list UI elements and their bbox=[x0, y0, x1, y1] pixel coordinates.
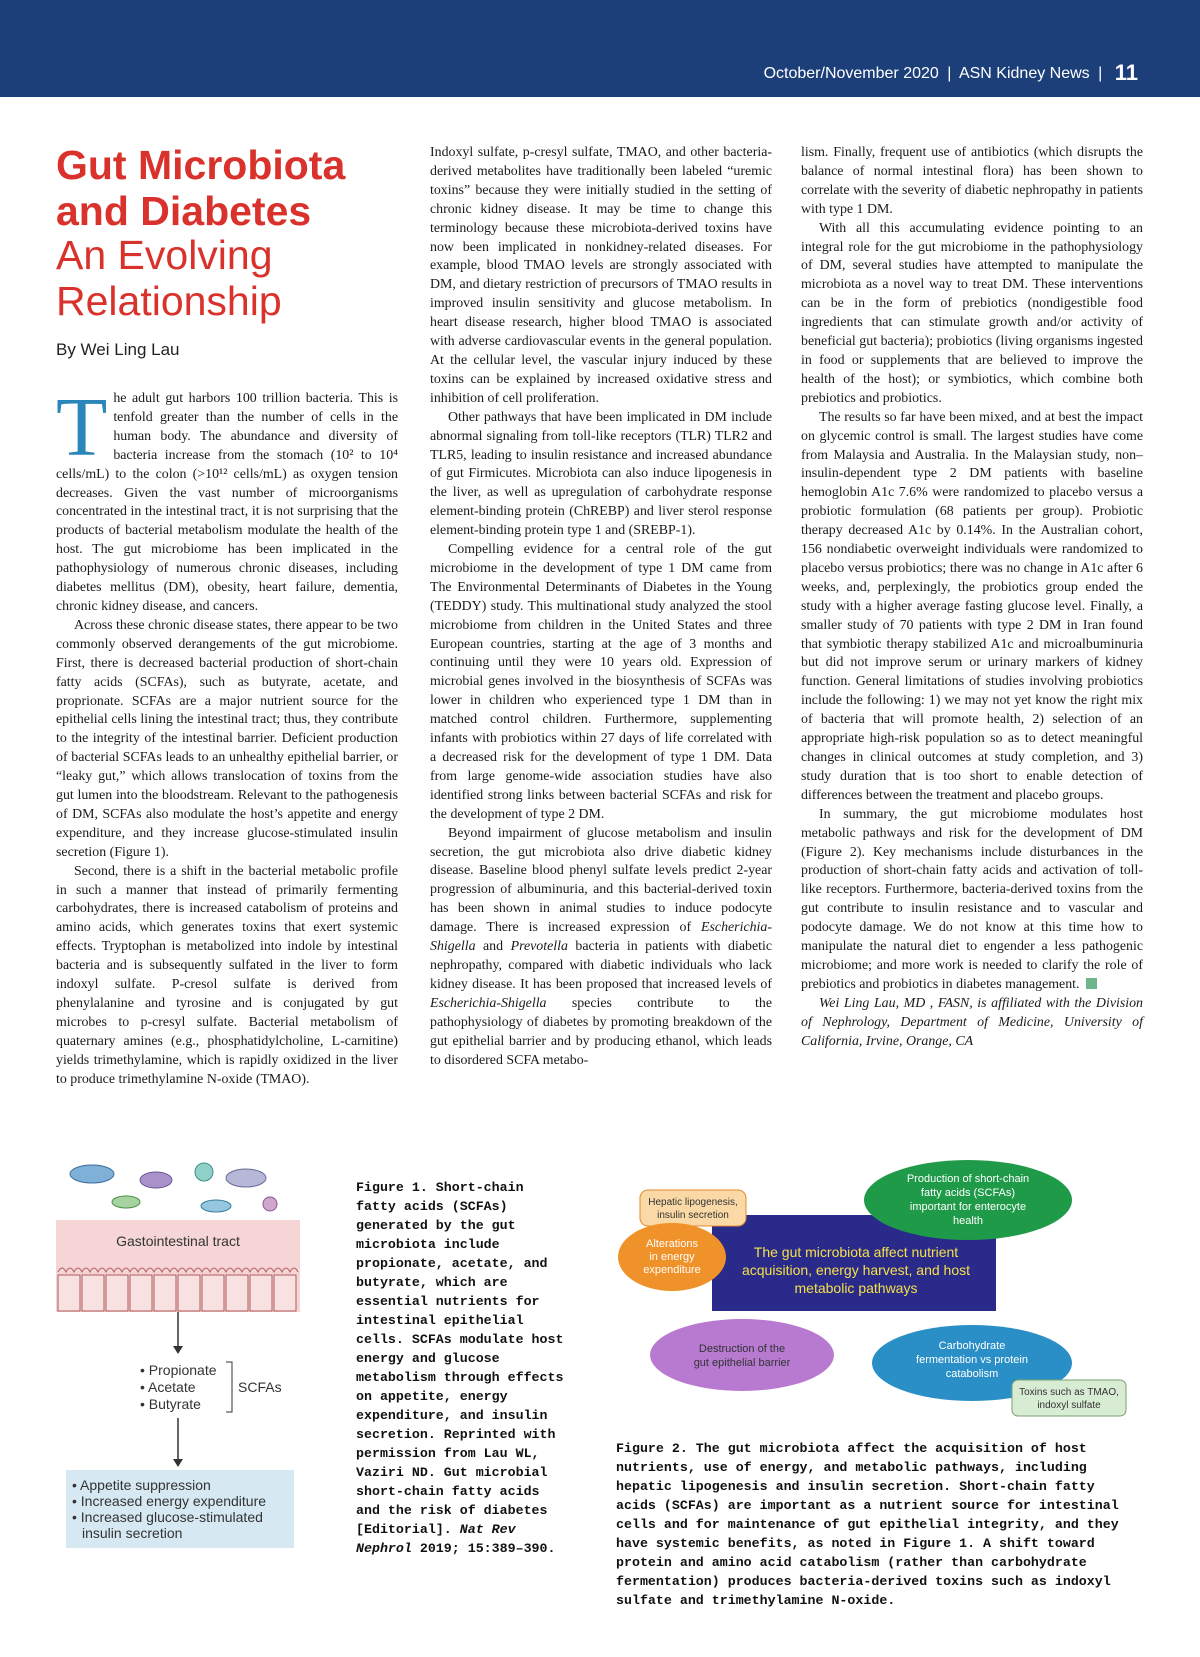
caption-text: 2019; 15:389–390. bbox=[411, 1541, 556, 1556]
drop-cap: T bbox=[56, 381, 108, 474]
figure-2 bbox=[612, 1160, 1132, 1430]
scfa-item: • Propionate bbox=[140, 1362, 217, 1378]
paragraph: The results so far have been mixed, and at best the impact on glycemic control is small. The largest studies have come from Malaysia and Australia. In the Malaysian study, non–insulin-dependent type 2 DM patients with baseline hemoglobin A1c 7.6% were randomized to placebo versus a probiotic formulation (68 patients per group). Probiotic therapy decreased A1c by 0.14%. In the Australian cohort, 156 nondiabetic overweight individuals were randomized to placebo versus probiotics; there was no change in A1c after 6 weeks, and, perplexingly, the probiotics group ended the study with a higher average fasting glucose level. Finally, a smaller study of 70 patients with type 2 DM in Iran found that symbiotic therapy stabilized A1c and microalbuminuria but did not improve serum or urinary markers of kidney function. General limitations of studies involving probiotics include the following: 1) we may not yet know the right mix of bacteria that will promote health, 2) selection of an appropriate high-risk population so as to detect meaningful changes in clinical outcomes at study completion, and 3) study duration that is too short to enable detection of differences between the treatment and placebo groups. bbox=[801, 409, 1143, 803]
paragraph: Indoxyl sulfate, p-cresyl sulfate, TMAO, and other bacteria-derived metabolites have traditionally been labeled “uremic toxins” because they were initially studied in the setting of chronic kidney disease. It may be time to change this terminology because these microbiota-derived toxins have now been implicated in nonkidney-related diseases. For example, blood TMAO levels are strongly associated with DM, and dietary restriction of precursors of TMAO results in improved insulin sensitivity and glucose metabolism. In heart disease research, higher blood TMAO is associated with adverse cardiovascular events in the general population. At the cellular level, the vascular injury induced by these toxins can be explained by increased oxidative stress and inhibition of cell proliferation. bbox=[430, 145, 772, 406]
scfa-item: • Butyrate bbox=[140, 1396, 201, 1412]
header-separator: | bbox=[1098, 65, 1103, 82]
bacteria-icon bbox=[195, 1163, 213, 1181]
issue-date: October/November 2020 bbox=[763, 65, 939, 82]
scfa-label: SCFAs bbox=[238, 1379, 282, 1395]
hepatic-text: insulin secretion bbox=[657, 1210, 729, 1221]
bacteria-icon bbox=[226, 1169, 266, 1187]
header-text bbox=[764, 58, 1138, 84]
article-subtitle bbox=[56, 232, 396, 324]
center-text: metabolic pathways bbox=[794, 1280, 918, 1296]
paragraph: Second, there is a shift in the bacterial metabolic profile in such a manner that instead of primarily fermenting carbohydrates, there is increased catabolism of proteins and amino acids, which generates toxins that exert systemic effects. Tryptophan is metabolized into indole by intestinal bacteria and is subsequently sulfated in the liver to form indoxyl sulfate. P-cresol sulfate is derived from phenylalanine and tyrosine and is conjugated by gut microbes to p-cresyl sulfate. Bacterial metabolism of quaternary amines (e.g., phosphatidylcholine, L-carnitine) yields trimethylamine, which is rapidly oxidized in the liver to produce trimethylamine N-oxide (TMAO). bbox=[56, 863, 398, 1087]
barrier-text: gut epithelial barrier bbox=[693, 1357, 791, 1369]
effect-item: • Appetite suppression bbox=[72, 1477, 211, 1493]
paragraph: lism. Finally, frequent use of antibiotics (which disrupts the balance of normal intestinal flora) has been shown to correlate with the severity of diabetic nephropathy in patients with type 1 DM. bbox=[801, 145, 1143, 217]
scfa-text: important for enterocyte bbox=[909, 1201, 1027, 1213]
page-number: 11 bbox=[1114, 60, 1138, 85]
author-bio: Wei Ling Lau, MD , FASN, is affiliated with the Division of Nephrology, Department of Medicine, University of California, Irvine, Orange, CA bbox=[801, 995, 1143, 1049]
text-column-3 bbox=[801, 144, 1143, 1052]
bacteria-icon bbox=[263, 1197, 277, 1211]
carb-text: catabolism bbox=[945, 1368, 999, 1380]
energy-text: in energy bbox=[649, 1251, 695, 1263]
byline: By Wei Ling Lau bbox=[56, 340, 180, 359]
caption-text: Figure 1. Short-chain fatty acids (SCFAs) generated by the gut microbiota include propionate, acetate, and butyrate, which are essential nutrients for intestinal epithelial cells. SCFAs modulate host energy and glucose metabolism through effects on appetite, energy expenditure, and insulin secretion. Reprinted with permission from Lau WL, Vaziri ND. Gut microbial short-chain fatty acids and the risk of diabetes [Editorial]. bbox=[356, 1180, 564, 1537]
journal-name: Nat Rev Nephrol bbox=[356, 1522, 516, 1556]
paragraph-text: and bbox=[475, 939, 511, 955]
carb-text: Carbohydrate bbox=[938, 1340, 1006, 1352]
paragraph-text: species contribute to the pathophysiology of diabetes by promoting breakdown of the gut epithelial barrier and by producing ethanol, which leads to disordered SCFA metabo- bbox=[430, 995, 772, 1068]
bacteria-icon bbox=[201, 1200, 231, 1212]
scfa-text: health bbox=[953, 1215, 983, 1227]
paragraph: Other pathways that have been implicated in DM include abnormal signaling from toll-like receptors (TLR) TLR2 and TLR5, leading to insulin resistance and increased abundance of gut Firmicutes. Microbiota can also induce lipogenesis in the liver, as well as upregulation of carbohydrate response element-binding protein (ChREBP) and liver sterol response element-binding protein type 1 and (SREBP-1). bbox=[430, 409, 772, 539]
arrow-head-icon bbox=[173, 1459, 183, 1467]
carb-text: fermentation vs protein bbox=[916, 1354, 1028, 1366]
article-title bbox=[56, 142, 396, 234]
paragraph-text: In summary, the gut microbiome modulates host metabolic pathways and risk for the development of DM (Figure 2). Key mechanisms include disturbances in the production of short-chain fatty acids and activation of toll-like receptors. Furthermore, bacteria-derived toxins from the gut contribute to insulin resistance and to vascular and podocyte damage. We do not know at this time how to manipulate the natural diet to engender a less pathogenic microbiome; and more work is needed to clarify the role of prebiotics and probiotics in diabetes management. bbox=[801, 806, 1143, 992]
title-line: Gut Microbiota bbox=[56, 142, 346, 188]
publication-name: ASN Kidney News bbox=[958, 65, 1090, 82]
figure-2-caption: Figure 2. The gut microbiota affect the acquisition of host nutrients, use of energy, and metabolic pathways, including hepatic lipogenesis and insulin secretion. Short-chain fatty acids (SCFAs) are important as a nutrient source for intestinal cells and for maintenance of gut epithelial integrity, and they have systemic benefits, as noted in Figure 1. A shift toward protein and amino acid catabolism (rather than carbohydrate fermentation) produces bacteria-derived toxins such as indoxyl sulfate and trimethylamine N-oxide. bbox=[616, 1441, 1119, 1608]
paragraph: Across these chronic disease states, there appear to be two commonly observed derangements of the gut microbiome. First, there is decreased bacterial production of short-chain fatty acids (SCFAs), such as butyrate, acetate, and proprionate. SCFAs are a major nutrient source for the epithelial cells lining the intestinal tract; thus, they contribute to the integrity of the intestinal barrier. Deficient production of bacterial SCFAs leads to an unhealthy epithelial barrier, or “leaky gut,” which allows translocation of toxins from the gut lumen into the bloodstream. Relevant to the pathogenesis of DM, SCFAs also modulate the host’s appetite and energy expenditure, and they increase glucose-stimulated insulin secretion (Figure 1). bbox=[56, 617, 398, 860]
barrier-oval bbox=[650, 1319, 834, 1391]
scfa-oval bbox=[864, 1160, 1072, 1240]
bacteria-icon bbox=[70, 1165, 114, 1183]
end-mark-icon bbox=[1086, 978, 1097, 989]
paragraph bbox=[56, 381, 398, 617]
scfa-text: fatty acids (SCFAs) bbox=[920, 1187, 1016, 1199]
bracket bbox=[226, 1362, 232, 1412]
paragraph bbox=[430, 825, 772, 1071]
text-column-1 bbox=[56, 381, 398, 1090]
species-name: Escherichia-Shigella bbox=[430, 995, 547, 1011]
header-separator: | bbox=[947, 65, 952, 82]
text-column-2 bbox=[430, 144, 772, 1070]
center-text: acquisition, energy harvest, and host bbox=[741, 1262, 971, 1278]
arrow-head-icon bbox=[173, 1346, 183, 1354]
barrier-text: Destruction of the bbox=[698, 1343, 786, 1355]
tract-label: Gastointestinal tract bbox=[116, 1233, 240, 1249]
toxins-text: Toxins such as TMAO, bbox=[1019, 1387, 1119, 1398]
paragraph: With all this accumulating evidence pointing to an integral role for the gut microbiome in the pathophysiology of DM, several studies have attempted to manipulate the microbiota as a novel way to treat DM. These interventions can be in the form of prebiotics (nondigestible food ingredients that can stimulate growth and/or activity of beneficial gut bacteria); probiotics (living organisms ingested in food or supplements that are believed to improve the health of the host); or symbiotics, which combine both prebiotics and probiotics. bbox=[801, 220, 1143, 406]
effect-item: insulin secretion bbox=[82, 1525, 183, 1541]
figure-1-caption bbox=[356, 1178, 566, 1558]
subtitle-line: An Evolving bbox=[56, 232, 273, 278]
paragraph: Compelling evidence for a central role of the gut microbiome in the development of type 1 DM came from The Environmental Determinants of Diabetes in the Young (TEDDY) study. This multinational study analyzed the stool microbiome from children in the United States and three European countries, starting at the age of 3 months and continuing until they were 10 years old. Expression of microbial genes involved in the biosynthesis of SCFAs was lower in children who experienced type 1 DM than in matched control children. Furthermore, supplementing infants with probiotics within 27 days of life correlated with a decreased risk for the development of type 1 DM. Data from large genome-wide association studies have also identified strong links between bacterial SCFAs and risk for the development of type 2 DM. bbox=[430, 542, 772, 822]
title-line: and Diabetes bbox=[56, 188, 312, 234]
species-name: Prevotella bbox=[510, 939, 568, 955]
energy-text: Alterations bbox=[646, 1238, 698, 1250]
energy-text: expenditure bbox=[643, 1264, 701, 1276]
figure-1 bbox=[56, 1160, 300, 1550]
scfa-text: Production of short-chain bbox=[906, 1173, 1030, 1185]
species-name: Escherichia-Shigella bbox=[430, 920, 772, 955]
center-text: The gut microbiota affect nutrient bbox=[753, 1244, 959, 1260]
paragraph-text: he adult gut harbors 100 trillion bacteria. This is tenfold greater than the number of cells in the human body. The abundance and diversity of bacteria increase from the stomach (10² to 10⁴ cells/mL) to the colon (>10¹² cells/mL) as oxygen tension decreases. Given the vast number of microorganisms concentrated in the intestinal tract, it is not surprising that the products of bacterial metabolism modulate the health of the host. The gut microbiome has been implicated in the pathophysiology of numerous chronic diseases, including diabetes mellitus (DM), obesity, heart failure, dementia, chronic kidney disease, and cancers. bbox=[56, 391, 398, 614]
paragraph-text: bacteria in patients with diabetic nephropathy, compared with diabetic individuals who lack kidney disease. It has been proposed that increased levels of bbox=[430, 939, 772, 992]
page-header bbox=[0, 0, 1200, 97]
paragraph bbox=[801, 806, 1143, 995]
paragraph-text: Beyond impairment of glucose metabolism and insulin secretion, the gut microbiota also drive diabetic kidney disease. Baseline blood phenyl sulfate levels predict 2-year progression of albuminuria, and this bacterial-derived toxin has been shown in animal studies to induce podocyte damage. There is increased expression of bbox=[430, 825, 772, 936]
scfa-item: • Acetate bbox=[140, 1379, 196, 1395]
toxins-text: indoxyl sulfate bbox=[1037, 1400, 1101, 1411]
bacteria-icon bbox=[140, 1172, 172, 1188]
effect-item: • Increased energy expenditure bbox=[72, 1493, 267, 1509]
subtitle-line: Relationship bbox=[56, 278, 282, 324]
bacteria-icon bbox=[112, 1196, 140, 1208]
hepatic-text: Hepatic lipogenesis, bbox=[648, 1197, 738, 1208]
effect-item: • Increased glucose-stimulated bbox=[72, 1509, 263, 1525]
